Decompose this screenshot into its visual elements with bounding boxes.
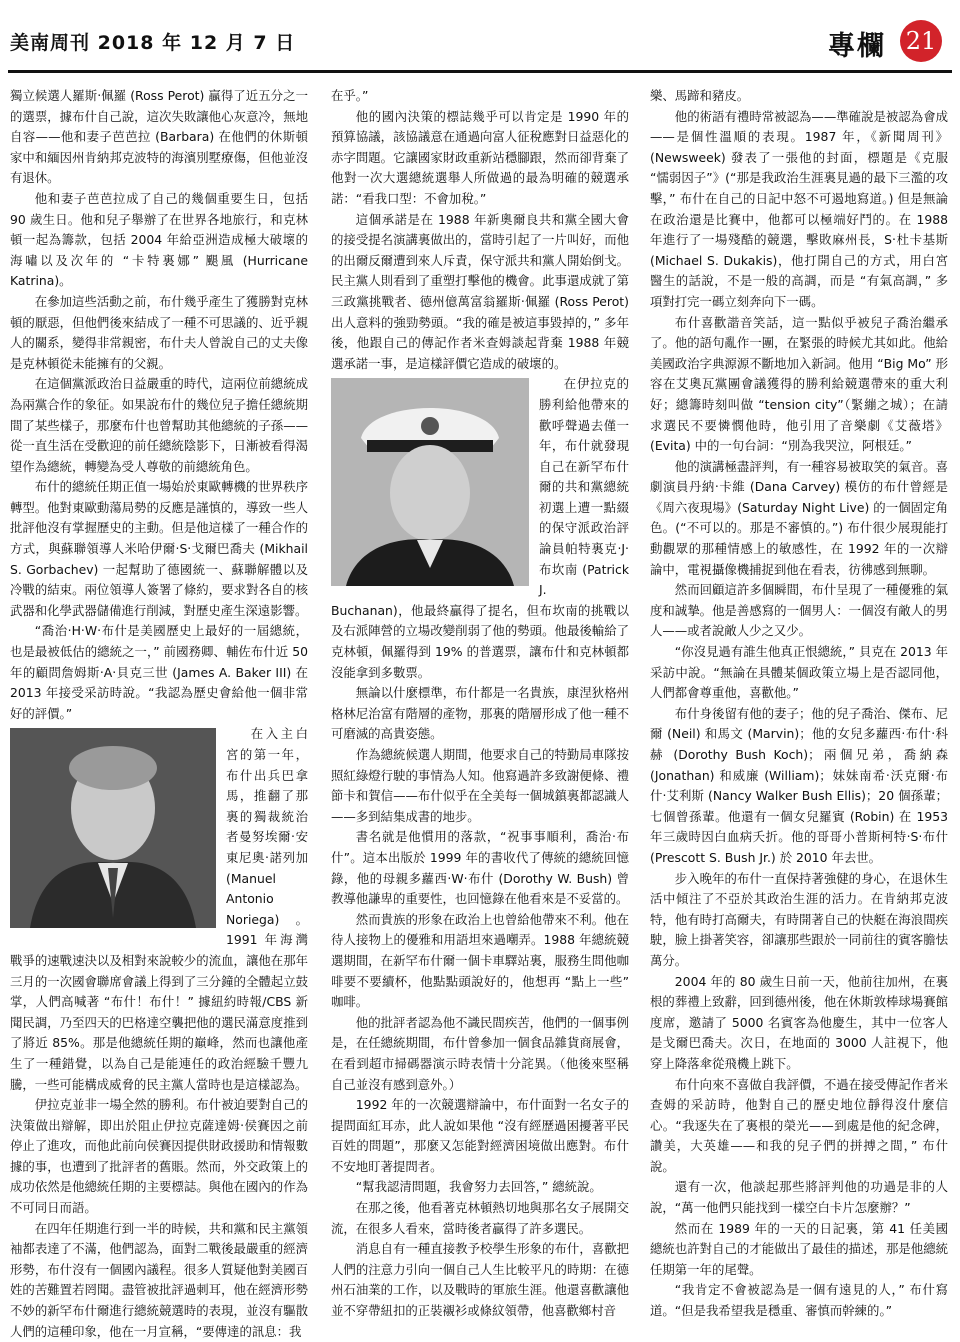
paragraph: 在伊拉克的勝利給他帶來的歡呼聲過去僅一年，布什就發現自己在新罕布什爾的共和黨總統初選上遭一點綴的保守派政治評論員帕特裏克‧J‧布坎南 (Patrick J. Buchanan)，他最終贏得了提名，但布坎南的挑戰以及右派陣營的立場改變削弱了他的勢頭。他最後輸給了克林頓，佩羅得到 19% 的普選票，讓布什和克林頓都沒能拿到多數票。 bbox=[331, 376, 629, 680]
paragraph: 他的術語有禮時常被認為——準確說是被認為會成——是個性溫順的表現。1987 年，《新聞周刊》(Newsweek) 發表了一張他的封面，標題是《克服 “懦弱因子”》(“那是我政治生涯裏見過的最下三濫的攻擊，” 布什在自己的日記中怒不可遏地寫道。) 但是無論在政治還是比賽中，他都可以極端好鬥的。在 1988 年進行了一場殘酷的競選，擊敗麻州長，S‧杜卡基斯 (Michael S. Dukakis)，他打開自己的方式，用白宮醫生的話說，不是一般的高調，而是 “有氣高調，” 多項對打完一碼立刻奔向下一碼。 bbox=[650, 108, 948, 309]
paragraph: “我肯定不會被認為是一個有遠見的人，” 布什寫道。“但是我希望我是穩重、審慎而幹練的。” bbox=[650, 1282, 948, 1319]
paragraph: 2004 年的 80 歲生日前一天，他前往加州，在裏根的葬禮上致辭，回到德州後，他在休斯敦棒球場賽館度席，邀請了 5000 名賓客為他慶生，其中一位客人是戈爾巴喬夫。次日，在地面的 3000 人註視下，他穿上降落傘從飛機上跳下。 bbox=[650, 973, 948, 1071]
paragraph: 布什向來不喜做自我評價，不過在接受傳記作者米查姆的采訪時，他對自己的歷史地位靜得沒什麼信心。“我逐失在了裏根的榮光——到處是他的紀念碑，讚美，大英雄——和我的兒子們的拼搏之間，” 布什說。 bbox=[650, 1076, 948, 1174]
article-column-3 bbox=[650, 86, 948, 1322]
paragraph: 書名就是他慣用的落款，“祝事事順利，喬治‧布什”。這本出版於 1999 年的書收代了傳統的總統回憶錄，他的母親多蘿西‧W‧布什 (Dorothy W. Bush) 曾教導他謙卑的重要性，也回憶錄在他看來是不妥當的。 bbox=[331, 829, 629, 907]
column-label: 專欄 bbox=[828, 31, 886, 62]
paragraph: 在那之後，他看著克林頓熱切地與那名女子展開交流，在很多人看來，當時後者贏得了許多選民。 bbox=[331, 1200, 629, 1236]
paragraph: 布什身後留有他的妻子；他的兒子喬治、傑布、尼爾 (Neil) 和馬文 (Marvin)；他的女兒多蘿西‧布什‧科赫 (Dorothy Bush Koch)；兩個兄弟，喬納森 (Jonathan) 和威廉 (William)；妹妹南希‧沃克爾‧布什‧艾利斯 (Nancy Walker Bush Ellis)；20 個孫輩；七個曾孫輩。他還有一個女兒羅賓 (Robin) 在 1953 年三歲時因白血病夭折。他的哥哥小普斯柯特‧S‧布什 (Prescott S. Bush Jr.) 於 2010 年去世。 bbox=[650, 705, 948, 865]
paragraph: “幫我認清問題，我會努力去回答，” 總統說。 bbox=[355, 1179, 602, 1195]
paragraph: 然而貴族的形象在政治上也曾給他帶來不利。他在待人接物上的優雅和用語坦來過嘲弄。1988 年總統競選期間，在新罕布什爾一個卡車驛站裏，服務生問他咖啡要不要續杯，他點點頭說好的，他想再 “點上一些” 咖啡。 bbox=[331, 911, 629, 1010]
paragraph: 還有一次，他談起那些將評判他的功過是非的人說，“萬一他們只能找到一樣空白卡片怎麼辦？” bbox=[650, 1179, 948, 1216]
paragraph: “喬治‧H‧W‧布什是美國歷史上最好的一屆總統，也是最被低估的總統之一，” 前國務卿、輔佐布什近 50 年的顧問詹姆斯‧A‧貝克三世 (James A. Baker III) 在 2013 年接受采訪時說。“我認為歷史會給他一個非常好的評價。” bbox=[10, 623, 308, 721]
masthead: 美南周刊 2018 年 12 月 7 日 bbox=[10, 32, 296, 54]
paragraph: 在入主白宮的第一年，布什出兵巴拿馬，推翻了那裏的獨裁統治者曼努埃爾‧安東尼奧‧諾列加 (Manuel Antonio Noriega)。1991 年海灣戰爭的速戰速決以及相對來說較少的流血，讓他在那年三月的一次國會聯席會議上得到了三分鐘的全體起立鼓掌，人們高喊著 “布什！布什！” 據紐約時報/CBS 新聞民調，乃至四天的巴格達空襲把他的選民滿意度推到了將近 85%。那是他總統任期的巔峰，然而也讓他產生了一種錯覺，以為自己是能連任的政治經驗千豐九騰，一些可能構成威脅的民主黨人當時也是這樣認為。 bbox=[10, 726, 308, 1092]
paragraph: “你沒見過有誰生他真正恨總統，” 貝克在 2013 年采訪中說。“無論在具體某個政策立場上是否認同他，人們都會尊重他，喜歡他。” bbox=[650, 644, 948, 701]
paragraph: 他和妻子芭芭拉成了自己的幾個重要生日，包括 90 歲生日。他和兒子舉辦了在世界各地旅行，和克林頓一起為籌款，包括 2004 年給亞洲造成極大破壞的海嘯以及次年的 “卡特裏娜” 颶風 (Hurricane Katrina)。 bbox=[10, 190, 308, 289]
paragraph: 在這個黨派政治日益嚴重的時代，這兩位前總統成為兩黨合作的象征。如果說布什的幾位兒子擔任總統期間了某些樣子，那麼布什也曾幫助其他總統的子孫——從一直生活在受歡迎的前任總統陰影下，日漸被看得渴望作為總統，轉變為受人尊敬的前總統角色。 bbox=[10, 376, 308, 474]
portrait-photo-navy-image bbox=[331, 378, 529, 586]
paragraph: 1992 年的一次競選辯論中，布什面對一名女子的提問面紅耳赤，此人說如果他 “沒有經歷過困擾著平民百姓的問題”，那麼又怎能對經濟困境做出應對。布什不安地盯著提問者。 bbox=[331, 1097, 629, 1174]
paragraph: 在參加這些活動之前，布什幾乎產生了獲勝對克林頓的厭惡，但他們後來結成了一種不可思議的、近乎親人的關系，變得非常親密，布什夫人曾說自己的丈夫像是克林頓從未能擁有的父親。 bbox=[10, 293, 308, 371]
paragraph: 這個承諾是在 1988 年新奧爾良共和黨全國大會的接受提名演講裏做出的，當時引起了一片叫好，而他的出爾反爾遭到來人斥責，保守派共和黨人開始倒戈。民主黨人則看到了重塑打擊他的機會。此事還成就了第三政黨挑戰者、德州億萬富翁羅斯‧佩羅 (Ross Perot) 出人意料的強勁勢頭。“我的確是被這事毀掉的，” 多年後，他跟自己的傳記作者米查姆談起背棄 1988 年競選承諾一事，是這樣評價它造成的破壞的。 bbox=[331, 211, 629, 371]
paragraph: 然而在 1989 年的一天的日記裏，第 41 任美國總統也許對自己的才能做出了最佳的描述，那是他總統任期第一年的尾聲。 bbox=[650, 1220, 948, 1277]
paragraph: 作為總統候選人期間，他要求自己的特勤局車隊按照紅綠燈行駛的事情為人知。他寫過許多致謝便條、禮節卡和賀信——布什似乎在全美每一個城鎮裏都認識人——多到結集成書的地步。 bbox=[331, 747, 629, 824]
paragraph: 獨立候選人羅斯‧佩羅 (Ross Perot) 贏得了近五分之一的選票，據布什自己說，這次失敗讓他心灰意冷，無地自容——他和妻子芭芭拉 (Barbara) 在他們的休斯頓家中和緬因州肯納邦克波特的海濱別墅療傷，但他並沒有退休。 bbox=[10, 88, 308, 186]
paragraph: 樂、馬蹄和豬皮。 bbox=[650, 88, 750, 103]
page-number-badge: 21 bbox=[900, 20, 942, 62]
paragraph: 在四年任期進行到一半的時候，共和黨和民主黨領袖都表達了不滿，他們認為，面對二戰後最嚴重的經濟形勢，布什沒有一個國內議程。很多人質疑他對美國百姓的苦難置若罔聞。盡管被批評過刺耳，他在經濟形勢不妙的新罕布什爾進行總統競選時的表現，並沒有驅散人們的這種印象，他在一月宣稱，“要傳達的訊息：我 bbox=[10, 1220, 308, 1339]
paragraph: 他的國內決策的標誌幾乎可以肯定是 1990 年的預算協議，該協議意在通過向富人征稅應對日益惡化的赤字問題。它讓國家財政重新站穩腳跟，然而卻背棄了他對一次大選總統選舉人所做過的最為明確的競選承諾：“看我口型：不會加稅。” bbox=[331, 108, 629, 206]
paragraph: 步入晚年的布什一直保持著強健的身心，在退休生活中傾注了不亞於其政治生涯的活力。在肯納邦克波特，他有時打高爾夫，有時開著自己的快艇在海浪間疾駛，臉上掛著笑容，卻讓那些跟於一同前往的賓客膽怯萬分。 bbox=[650, 870, 948, 968]
paragraph: 然而回顧這許多個瞬間，布什呈現了一種優雅的氣度和誠摯。他是善感寫的一個男人：一個沒有敵人的男人——或者說敵人少之又少。 bbox=[650, 582, 948, 639]
header-rule bbox=[8, 70, 952, 73]
paragraph: 無論以什麼標準，布什都是一名貴族，康涅狄格州格林尼治富有階層的產物，那裏的階層形成了他一種不可磨滅的高貴姿態。 bbox=[331, 685, 629, 742]
page-header bbox=[0, 0, 960, 72]
article-column-2 bbox=[331, 86, 629, 1322]
paragraph: 伊拉克並非一場全然的勝利。布什被迫要對自己的決策做出辯解，即出於阻止伊拉克薩達姆‧侯賽因之前停止了進攻，而他此前向侯賽因提供財政援助和情報數據的事，也遭到了批評者的舊賬。然而，外交政策上的成功依然是他總統任期的主要標誌。與他在國內的作為不可同日而語。 bbox=[10, 1097, 308, 1216]
paragraph: 布什的總統任期正值一場始於東歐轉機的世界秩序轉型。他對東歐動蕩局勢的反應是謹慎的，導致一些人批評他沒有掌握歷史的主動。但是他這樣了一種合作的方式，與蘇聯領導人米哈伊爾‧S‧戈爾巴喬夫 (Mikhail S. Gorbachev) 一起幫助了德國統一、蘇聯解體以及冷戰的結束。兩位領導人簽署了條約，要求對各自的核武器和化學武器儲備進行削減，對歷史產生深遠影響。 bbox=[10, 479, 308, 618]
paragraph: 他的批評者認為他不識民間疾苦，他們的一個事例是，在任總統期間，布什曾參加一個食品雜貨商展會，在看到超市掃碼器演示時表情十分詫異。（他後來堅稱自己並沒有感到意外。） bbox=[331, 1014, 629, 1092]
portrait-photo-navy bbox=[331, 378, 529, 586]
paragraph: 布什喜歡諧音笑話，這一點似乎被兒子喬治繼承了。他的語句亂作一團，在緊張的時候尤其如此。他給美國政治字典源源不斷地加入新詞。他用 “Big Mo” 形容在艾奧瓦黨團會議獲得的勝利給競選帶來的重大利好；總籌時刻叫做 “tension city”（緊繃之城）；在請求選民不要憐憫他時，他引用了音樂劇《艾薇塔》(Evita) 中的一句台詞：“別為我哭泣，阿根廷。” bbox=[650, 314, 948, 454]
portrait-photo-older bbox=[10, 728, 216, 928]
portrait-photo-older-image bbox=[10, 728, 216, 928]
paragraph: 消息自有一種直接教予校學生形象的布什，喜歡把人們的注意力引向一個自己人生比較平凡的時期：在德州石油業的工作，以及戰時的軍旅生涯。他還喜歡讓他並不穿帶紐扣的正裝襯衫或條紋領帶，他喜歡鄉村音 bbox=[331, 1241, 629, 1319]
paragraph: 他的演講極盡評判，有一種容易被取笑的氣音。喜劇演員丹納‧卡維 (Dana Carvey) 模仿的布什曾經是《周六夜現場》(Saturday Night Live) 的一個固定角色。(“不可以的。那是不審慎的。”) 布什很少展現能打動觀眾的那種情感上的敏感性，在 1992 年的一次辯論中，電視攝像機捕捉到他在看表，彷彿感到無聊。 bbox=[650, 458, 948, 577]
article-column-1 bbox=[10, 86, 308, 1342]
paragraph: 在乎。” bbox=[331, 88, 369, 103]
